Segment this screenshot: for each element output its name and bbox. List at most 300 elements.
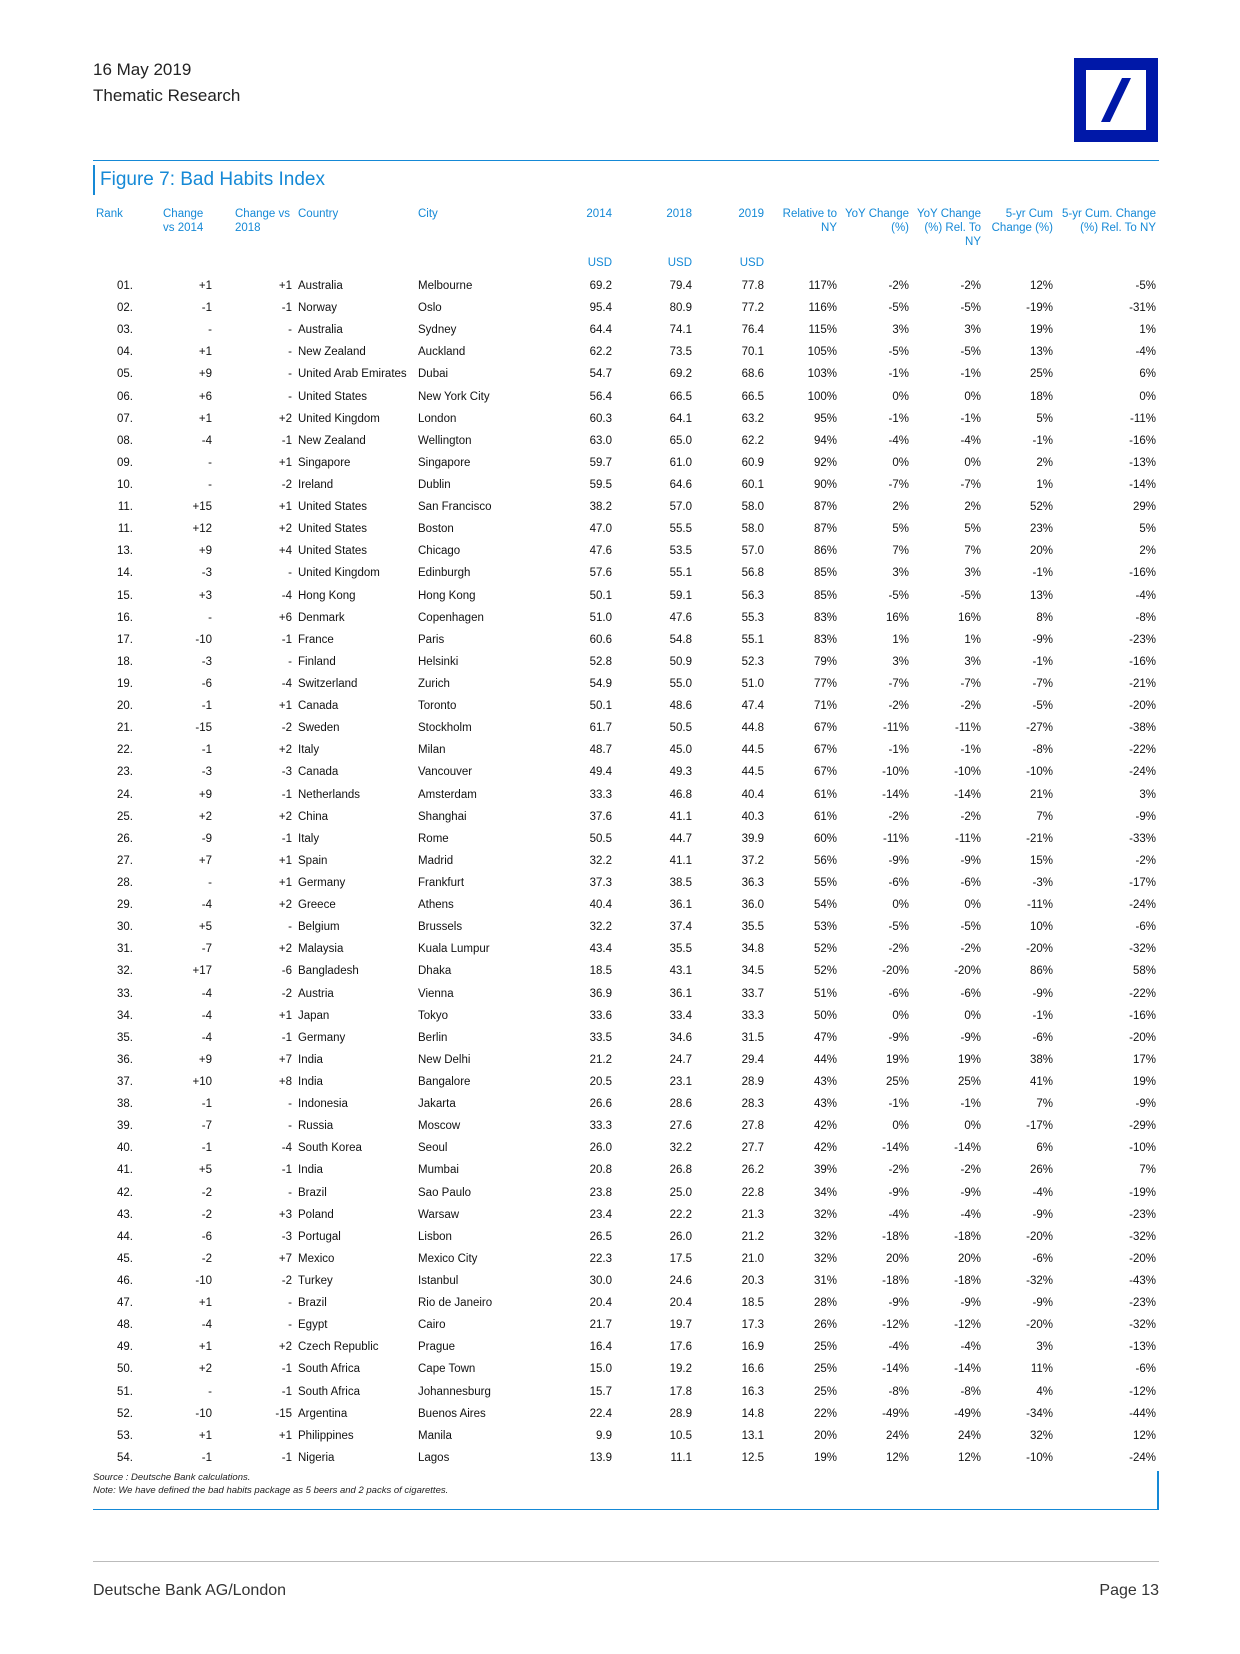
cell-usd-2018: 20.4 <box>669 1297 692 1310</box>
cell-usd-2019: 40.3 <box>741 810 764 823</box>
cell-yoy-change: 19% <box>885 1053 909 1066</box>
cell-usd-2019: 12.5 <box>741 1451 764 1464</box>
cell-country: Hong Kong <box>298 589 356 602</box>
cell-usd-2018: 28.9 <box>669 1407 692 1420</box>
cell-city: Helsinki <box>418 655 459 668</box>
cell-yoy-rel-ny: 16% <box>957 611 981 624</box>
cell-cum-5yr: 7% <box>1036 810 1053 823</box>
cell-usd-2019: 13.1 <box>741 1429 764 1442</box>
cell-change-2018: -1 <box>281 788 292 801</box>
cell-change-2014: -1 <box>201 302 212 315</box>
cell-usd-2014: 22.3 <box>589 1252 612 1265</box>
cell-usd-2018: 27.6 <box>669 1120 692 1133</box>
cell-change-2014: -3 <box>201 567 212 580</box>
cell-cum-5yr: 23% <box>1029 523 1053 536</box>
cell-change-2018: - <box>288 1186 292 1199</box>
cell-country: Nigeria <box>298 1451 335 1464</box>
cell-rank: 11. <box>117 523 133 536</box>
col-2018: 2018 <box>666 208 692 220</box>
cell-change-2018: -2 <box>281 1274 292 1287</box>
cell-city: Prague <box>418 1341 456 1354</box>
cell-change-2018: -1 <box>281 1385 292 1398</box>
figure-title: Figure 7: Bad Habits Index <box>100 169 325 190</box>
cell-rank: 31. <box>117 943 133 956</box>
cell-yoy-change: -12% <box>882 1319 909 1332</box>
cell-country: Italy <box>298 832 320 845</box>
cell-change-2018: -1 <box>281 1363 292 1376</box>
cell-country: United States <box>298 545 368 558</box>
cell-change-2014: -4 <box>201 434 212 447</box>
table-row <box>93 1270 1159 1292</box>
cell-relative-ny: 115% <box>808 324 837 337</box>
cell-country: Argentina <box>298 1407 348 1420</box>
cell-relative-ny: 87% <box>813 523 837 536</box>
cell-usd-2014: 59.7 <box>589 456 612 469</box>
cell-change-2014: - <box>208 324 212 337</box>
cell-relative-ny: 53% <box>813 921 837 934</box>
cell-usd-2014: 23.8 <box>589 1186 612 1199</box>
cell-relative-ny: 92% <box>813 456 837 469</box>
cell-yoy-rel-ny: 0% <box>964 390 981 403</box>
cell-usd-2018: 55.1 <box>669 567 692 580</box>
cell-city: Dublin <box>418 479 451 492</box>
cell-usd-2018: 54.8 <box>669 633 692 646</box>
cell-change-2014: -4 <box>201 1009 212 1022</box>
cell-usd-2018: 57.0 <box>669 501 692 514</box>
cell-change-2018: +1 <box>278 1009 292 1022</box>
cell-relative-ny: 83% <box>813 633 837 646</box>
cell-change-2018: -1 <box>281 832 292 845</box>
cell-country: Brazil <box>298 1297 327 1310</box>
cell-city: Oslo <box>418 302 442 315</box>
table-row <box>93 1336 1159 1358</box>
cell-change-2014: +1 <box>198 346 212 359</box>
cell-usd-2014: 21.7 <box>589 1319 612 1332</box>
cell-yoy-rel-ny: 5% <box>964 523 981 536</box>
figure-corner-accent <box>1157 1471 1159 1509</box>
cell-yoy-change: -20% <box>882 965 909 978</box>
cell-rank: 49. <box>117 1341 133 1354</box>
cell-change-2014: -10 <box>195 1407 212 1420</box>
cell-usd-2014: 47.0 <box>589 523 612 536</box>
cell-cum-5yr-rel-ny: -4% <box>1135 346 1156 359</box>
cell-city: Stockholm <box>418 722 472 735</box>
cell-change-2018: - <box>288 324 292 337</box>
cell-city: Milan <box>418 744 446 757</box>
table-row <box>93 960 1159 982</box>
cell-country: United Kingdom <box>298 567 380 580</box>
cell-change-2014: -7 <box>201 943 212 956</box>
cell-usd-2018: 37.4 <box>669 921 692 934</box>
cell-city: Paris <box>418 633 445 646</box>
cell-yoy-rel-ny: -1% <box>960 412 981 425</box>
cell-city: Chicago <box>418 545 461 558</box>
cell-usd-2014: 54.7 <box>589 368 612 381</box>
cell-yoy-change: -11% <box>883 832 909 845</box>
cell-usd-2014: 33.3 <box>589 1120 612 1133</box>
cell-yoy-change: 0% <box>892 1009 909 1022</box>
cell-city: Vancouver <box>418 766 473 779</box>
cell-yoy-change: 16% <box>885 611 909 624</box>
cell-city: Istanbul <box>418 1274 459 1287</box>
cell-cum-5yr-rel-ny: -32% <box>1129 1319 1156 1332</box>
table-row <box>93 739 1159 761</box>
bad-habits-table <box>93 207 1159 1469</box>
cell-relative-ny: 67% <box>813 722 837 735</box>
cell-relative-ny: 87% <box>813 501 837 514</box>
cell-country: Singapore <box>298 456 351 469</box>
col-2019: 2019 <box>738 208 764 220</box>
cell-yoy-change: 5% <box>892 523 909 536</box>
cell-relative-ny: 67% <box>813 744 837 757</box>
cell-city: Amsterdam <box>418 788 477 801</box>
cell-city: Athens <box>418 899 454 912</box>
cell-cum-5yr-rel-ny: -24% <box>1129 766 1156 779</box>
cell-usd-2014: 26.6 <box>589 1098 612 1111</box>
cell-rank: 44. <box>117 1230 133 1243</box>
cell-country: Canada <box>298 700 339 713</box>
table-row <box>93 784 1159 806</box>
cell-usd-2014: 57.6 <box>589 567 612 580</box>
table-row <box>93 518 1159 540</box>
cell-change-2014: +1 <box>198 1341 212 1354</box>
cell-rank: 32. <box>117 965 133 978</box>
table-row <box>93 1248 1159 1270</box>
table-row <box>93 717 1159 739</box>
cell-usd-2018: 34.6 <box>669 1031 692 1044</box>
cell-usd-2018: 64.6 <box>669 479 692 492</box>
table-row <box>93 1204 1159 1226</box>
cell-relative-ny: 60% <box>813 832 837 845</box>
cell-usd-2018: 23.1 <box>669 1075 692 1088</box>
cell-cum-5yr-rel-ny: -6% <box>1135 1363 1156 1376</box>
cell-usd-2018: 35.5 <box>669 943 692 956</box>
cell-yoy-change: 20% <box>885 1252 909 1265</box>
cell-usd-2019: 28.9 <box>741 1075 764 1088</box>
table-row <box>93 297 1159 319</box>
cell-cum-5yr: -10% <box>1026 766 1053 779</box>
cell-usd-2014: 26.0 <box>589 1142 612 1155</box>
cell-relative-ny: 22% <box>813 1407 837 1420</box>
cell-cum-5yr: -19% <box>1026 302 1053 315</box>
cell-rank: 24. <box>117 788 133 801</box>
cell-usd-2018: 26.8 <box>669 1164 692 1177</box>
cell-change-2014: +3 <box>198 589 212 602</box>
cell-cum-5yr-rel-ny: -24% <box>1129 899 1156 912</box>
cell-rank: 37. <box>117 1075 133 1088</box>
cell-usd-2014: 54.9 <box>589 678 612 691</box>
cell-relative-ny: 117% <box>808 280 837 293</box>
cell-rank: 02. <box>117 302 133 315</box>
cell-yoy-change: -18% <box>882 1230 909 1243</box>
cell-yoy-change: -9% <box>888 1297 909 1310</box>
cell-usd-2014: 33.3 <box>589 788 612 801</box>
cell-city: Kuala Lumpur <box>418 943 490 956</box>
cell-change-2018: - <box>288 1098 292 1111</box>
cell-usd-2014: 30.0 <box>589 1274 612 1287</box>
table-row <box>93 629 1159 651</box>
cell-relative-ny: 83% <box>813 611 837 624</box>
cell-relative-ny: 71% <box>813 700 837 713</box>
cell-change-2018: - <box>288 567 292 580</box>
cell-cum-5yr-rel-ny: -13% <box>1129 456 1156 469</box>
cell-yoy-rel-ny: -11% <box>955 722 981 735</box>
cell-relative-ny: 43% <box>813 1075 837 1088</box>
cell-change-2018: +1 <box>278 700 292 713</box>
cell-country: Brazil <box>298 1186 327 1199</box>
cell-city: Mumbai <box>418 1164 459 1177</box>
cell-usd-2018: 17.8 <box>669 1385 692 1398</box>
cell-change-2018: -4 <box>281 678 292 691</box>
cell-cum-5yr: 52% <box>1029 501 1053 514</box>
cell-change-2018: +2 <box>278 810 292 823</box>
cell-yoy-change: -1% <box>888 744 909 757</box>
cell-change-2018: +1 <box>278 854 292 867</box>
cell-rank: 28. <box>117 877 133 889</box>
cell-yoy-change: -2% <box>888 1164 909 1177</box>
cell-usd-2014: 50.5 <box>589 832 612 845</box>
cell-country: Russia <box>298 1120 334 1133</box>
cell-yoy-rel-ny: -1% <box>960 1098 981 1111</box>
cell-usd-2019: 18.5 <box>741 1297 764 1310</box>
cell-country: Finland <box>298 655 336 668</box>
cell-usd-2018: 17.6 <box>669 1341 692 1354</box>
cell-relative-ny: 56% <box>813 854 837 867</box>
cell-relative-ny: 42% <box>813 1120 837 1133</box>
cell-relative-ny: 25% <box>813 1341 837 1354</box>
cell-cum-5yr-rel-ny: -16% <box>1129 655 1156 668</box>
cell-country: United States <box>298 390 368 403</box>
cell-rank: 04. <box>117 346 133 359</box>
cell-change-2018: -2 <box>281 479 292 492</box>
cell-country: Norway <box>298 302 337 315</box>
cell-cum-5yr-rel-ny: 6% <box>1139 368 1156 381</box>
cell-usd-2018: 66.5 <box>669 390 692 403</box>
cell-change-2014: -1 <box>201 700 212 713</box>
cell-rank: 20. <box>117 700 133 713</box>
cell-usd-2019: 55.3 <box>741 611 764 624</box>
cell-change-2014: -3 <box>201 766 212 779</box>
cell-city: Brussels <box>418 921 463 934</box>
cell-cum-5yr-rel-ny: -12% <box>1129 1385 1156 1398</box>
table-row <box>93 1447 1159 1469</box>
cell-usd-2019: 44.8 <box>741 722 764 735</box>
cell-cum-5yr-rel-ny: 3% <box>1139 788 1156 801</box>
cell-change-2018: +2 <box>278 1341 292 1354</box>
cell-usd-2018: 45.0 <box>669 744 692 757</box>
cell-yoy-rel-ny: -5% <box>960 921 981 934</box>
cell-country: Germany <box>298 877 346 889</box>
table-row <box>93 1380 1159 1402</box>
cell-yoy-rel-ny: 0% <box>964 456 981 469</box>
cell-cum-5yr-rel-ny: -22% <box>1129 987 1156 1000</box>
cell-usd-2019: 17.3 <box>741 1319 764 1332</box>
cell-city: Edinburgh <box>418 567 471 580</box>
table-row <box>93 474 1159 496</box>
cell-change-2014: -1 <box>201 1451 212 1464</box>
cell-usd-2018: 28.6 <box>669 1098 692 1111</box>
cell-city: Copenhagen <box>418 611 484 624</box>
cell-cum-5yr-rel-ny: -16% <box>1129 1009 1156 1022</box>
cell-country: South Africa <box>298 1363 361 1376</box>
cell-relative-ny: 44% <box>813 1053 837 1066</box>
cell-change-2018: +2 <box>278 943 292 956</box>
cell-country: Canada <box>298 766 339 779</box>
cell-cum-5yr-rel-ny: 19% <box>1132 1075 1156 1088</box>
cell-usd-2018: 10.5 <box>669 1429 692 1442</box>
cell-relative-ny: 61% <box>813 788 837 801</box>
cell-relative-ny: 100% <box>807 390 837 403</box>
cell-yoy-rel-ny: 2% <box>964 501 981 514</box>
cell-usd-2014: 64.4 <box>589 324 612 337</box>
cell-relative-ny: 39% <box>813 1164 837 1177</box>
cell-usd-2014: 40.4 <box>589 899 612 912</box>
cell-change-2014: -4 <box>201 899 212 912</box>
cell-relative-ny: 77% <box>813 678 837 691</box>
cell-yoy-change: 0% <box>892 456 909 469</box>
table-row <box>93 1292 1159 1314</box>
report-section: Thematic Research <box>93 86 241 105</box>
cell-change-2014: +1 <box>198 412 212 425</box>
cell-cum-5yr-rel-ny: -19% <box>1129 1186 1156 1199</box>
cell-relative-ny: 43% <box>813 1098 837 1111</box>
cell-city: Hong Kong <box>418 589 476 602</box>
cell-change-2018: - <box>288 921 292 934</box>
cell-cum-5yr-rel-ny: -17% <box>1129 877 1156 889</box>
cell-country: United Kingdom <box>298 412 380 425</box>
table-row <box>93 452 1159 474</box>
cell-rank: 52. <box>117 1407 133 1420</box>
cell-yoy-change: -2% <box>888 700 909 713</box>
cell-city: New York City <box>418 390 490 403</box>
cell-change-2014: -15 <box>195 722 212 735</box>
cell-country: Turkey <box>298 1274 333 1287</box>
cell-yoy-change: -49% <box>882 1407 909 1420</box>
table-row <box>93 1226 1159 1248</box>
cell-change-2014: - <box>208 456 212 469</box>
cell-yoy-change: -1% <box>888 368 909 381</box>
cell-rank: 48. <box>117 1319 133 1332</box>
cell-cum-5yr-rel-ny: -11% <box>1130 412 1156 425</box>
cell-change-2014: +9 <box>198 545 212 558</box>
cell-city: Madrid <box>418 854 454 867</box>
cell-usd-2018: 22.2 <box>669 1208 692 1221</box>
cell-city: Seoul <box>418 1142 448 1155</box>
cell-cum-5yr: 5% <box>1036 412 1053 425</box>
cell-country: India <box>298 1164 323 1177</box>
cell-usd-2019: 77.8 <box>741 280 764 293</box>
cell-change-2014: -10 <box>195 1274 212 1287</box>
cell-country: France <box>298 633 334 646</box>
cell-city: Dubai <box>418 368 449 381</box>
table-row <box>93 1027 1159 1049</box>
table-row <box>93 1049 1159 1071</box>
cell-cum-5yr: 25% <box>1029 368 1053 381</box>
col-yoy-change: YoY Change (%) <box>845 208 909 234</box>
cell-relative-ny: 25% <box>813 1385 837 1398</box>
cell-relative-ny: 85% <box>813 589 837 602</box>
cell-cum-5yr: 26% <box>1029 1164 1053 1177</box>
cell-city: Sydney <box>418 324 457 337</box>
cell-yoy-rel-ny: -10% <box>954 766 981 779</box>
cell-usd-2019: 60.9 <box>741 456 764 469</box>
cell-change-2018: -2 <box>281 722 292 735</box>
table-row <box>93 1403 1159 1425</box>
cell-change-2014: +5 <box>198 1164 212 1177</box>
cell-usd-2019: 47.4 <box>741 700 764 713</box>
cell-rank: 54. <box>117 1451 133 1464</box>
table-row <box>93 607 1159 629</box>
cell-usd-2014: 95.4 <box>589 302 612 315</box>
cell-usd-2019: 58.0 <box>741 523 764 536</box>
cell-yoy-rel-ny: -49% <box>954 1407 981 1420</box>
cell-yoy-rel-ny: 7% <box>964 545 981 558</box>
cell-usd-2014: 60.3 <box>589 412 612 425</box>
cell-cum-5yr: 20% <box>1029 545 1053 558</box>
cell-yoy-rel-ny: -9% <box>960 854 981 867</box>
cell-usd-2018: 36.1 <box>669 899 692 912</box>
cell-yoy-rel-ny: 0% <box>964 899 981 912</box>
cell-usd-2014: 48.7 <box>589 744 612 757</box>
figure-container <box>93 160 1159 1505</box>
cell-change-2018: +2 <box>278 744 292 757</box>
table-row <box>93 894 1159 916</box>
cell-change-2018: +7 <box>278 1252 292 1265</box>
cell-rank: 41. <box>117 1164 133 1177</box>
cell-country: Germany <box>298 1031 346 1044</box>
cell-cum-5yr: 3% <box>1036 1341 1053 1354</box>
cell-city: Boston <box>418 523 454 536</box>
table-row <box>93 496 1159 518</box>
cell-usd-2014: 26.5 <box>589 1230 612 1243</box>
cell-usd-2018: 59.1 <box>669 589 692 602</box>
cell-usd-2018: 49.3 <box>669 766 692 779</box>
cell-relative-ny: 105% <box>807 346 837 359</box>
table-units-row <box>93 251 1159 275</box>
cell-change-2014: - <box>208 479 212 492</box>
cell-cum-5yr-rel-ny: -14% <box>1129 479 1156 492</box>
cell-usd-2019: 68.6 <box>741 368 764 381</box>
cell-yoy-change: 0% <box>892 899 909 912</box>
cell-rank: 45. <box>117 1252 133 1265</box>
cell-yoy-change: 3% <box>892 567 909 580</box>
cell-yoy-change: 12% <box>885 1451 909 1464</box>
cell-relative-ny: 32% <box>813 1230 837 1243</box>
cell-rank: 05. <box>117 368 133 381</box>
cell-yoy-rel-ny: -20% <box>954 965 981 978</box>
cell-rank: 30. <box>117 921 133 934</box>
cell-country: India <box>298 1075 323 1088</box>
cell-city: Cape Town <box>418 1363 476 1376</box>
cell-yoy-rel-ny: -2% <box>960 943 981 956</box>
cell-relative-ny: 52% <box>813 965 837 978</box>
cell-usd-2018: 55.0 <box>669 678 692 691</box>
cell-rank: 07. <box>117 412 133 425</box>
cell-change-2014: +15 <box>192 501 212 514</box>
cell-cum-5yr: 11% <box>1030 1363 1053 1376</box>
cell-city: Bangalore <box>418 1075 471 1088</box>
cell-yoy-change: -9% <box>888 1031 909 1044</box>
cell-yoy-rel-ny: 3% <box>964 567 981 580</box>
cell-relative-ny: 94% <box>813 434 837 447</box>
col-2014: 2014 <box>586 208 612 220</box>
cell-change-2014: - <box>208 611 212 624</box>
cell-usd-2018: 24.7 <box>669 1053 692 1066</box>
cell-cum-5yr: -20% <box>1026 943 1053 956</box>
cell-usd-2014: 60.6 <box>589 633 612 646</box>
cell-change-2018: +1 <box>278 280 292 293</box>
cell-change-2018: +8 <box>278 1075 292 1088</box>
